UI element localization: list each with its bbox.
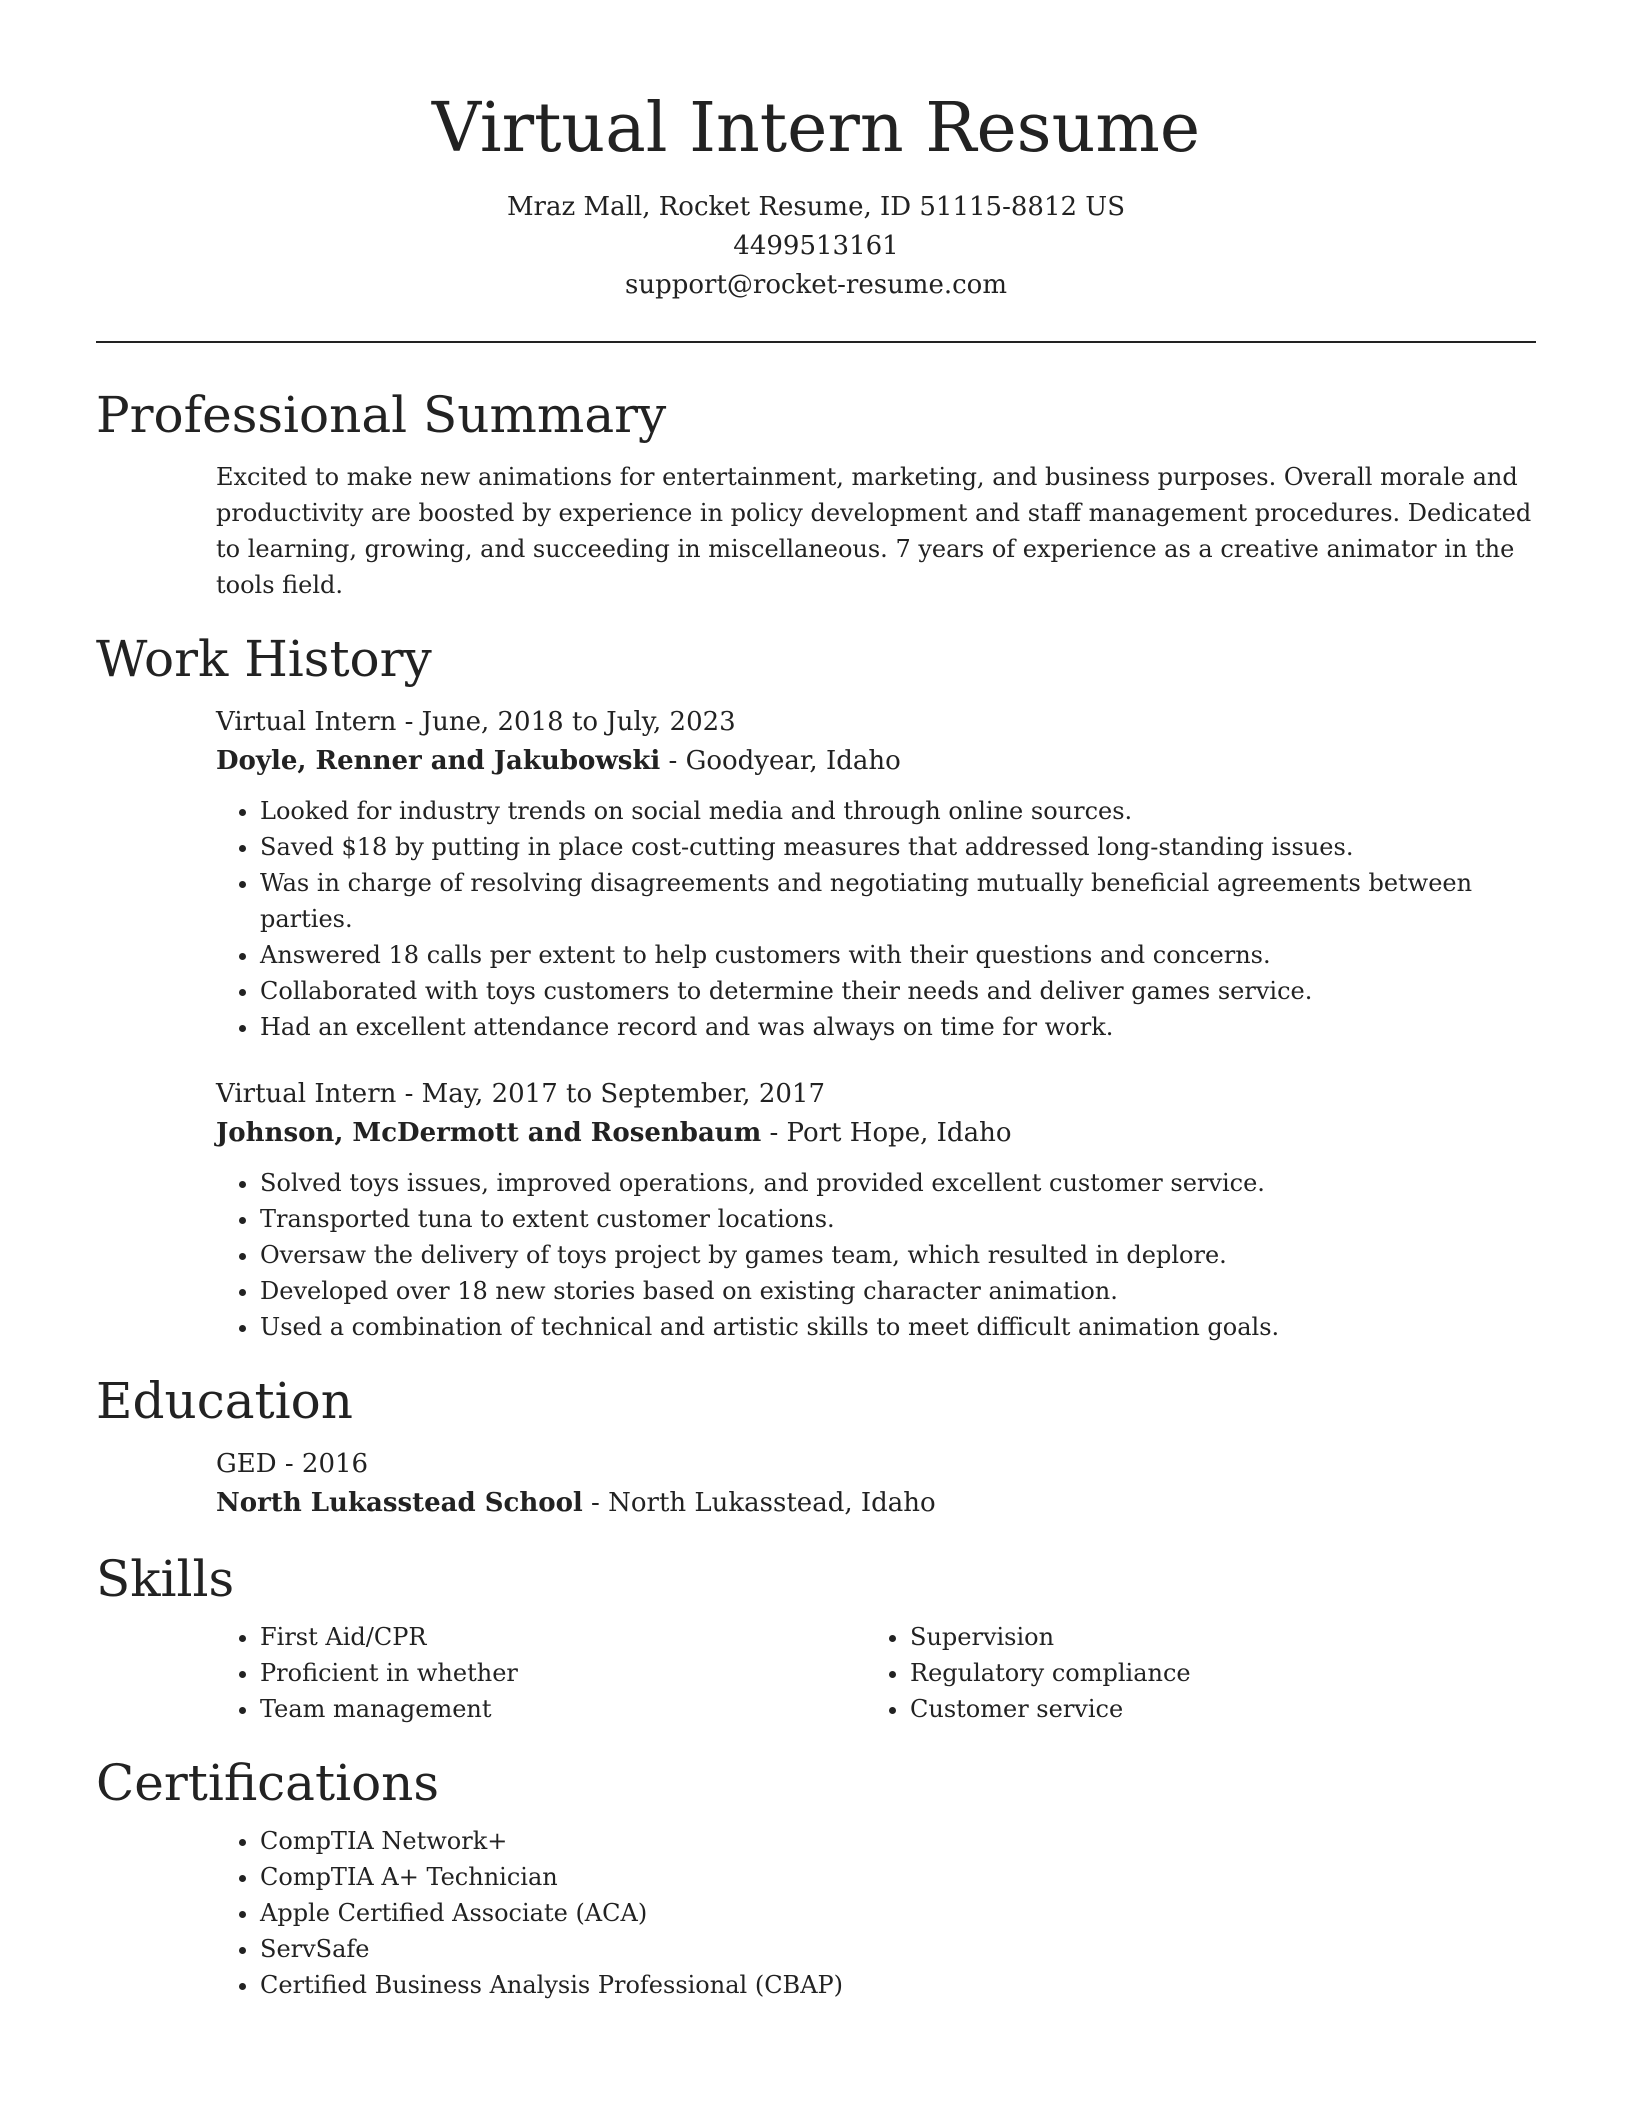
- list-item: • CompTIA A+ Technician: [260, 1859, 1536, 1895]
- contact-block: [96, 188, 1536, 305]
- job-bullets: [216, 793, 1536, 1045]
- list-item: • Collaborated with toys customers to determine their needs and deliver games service.: [260, 973, 1536, 1009]
- list-item: • Looked for industry trends on social media and through online sources.: [260, 793, 1536, 829]
- job-org-line: [216, 742, 1536, 781]
- summary-text: Excited to make new animations for entertainment, marketing, and business purposes. Overall morale and productivity are boosted by experience in policy development and staff management procedures. Dedicated to learning, growing, and succeeding in miscellaneous. 7 years of experience as a creative animator in the tools field.: [216, 463, 1532, 599]
- education-heading: Education: [96, 1372, 353, 1430]
- list-item: • Proficient in whether: [260, 1655, 866, 1691]
- list-item: • Developed over 18 new stories based on existing character animation.: [260, 1273, 1536, 1309]
- list-item: • ServSafe: [260, 1931, 1536, 1967]
- list-item: • Was in charge of resolving disagreements and negotiating mutually beneficial agreements between parties.: [260, 865, 1536, 937]
- list-item: • Used a combination of technical and artistic skills to meet difficult animation goals.: [260, 1309, 1536, 1345]
- summary-heading: Professional Summary: [96, 386, 667, 444]
- education-school-line: [216, 1484, 1536, 1523]
- list-item: • Certified Business Analysis Professional (CBAP): [260, 1967, 1536, 2003]
- job-org-line: [216, 1114, 1536, 1153]
- education-entry: [216, 1445, 1536, 1523]
- job-entry: [216, 703, 1536, 1045]
- job-title-line: Virtual Intern - June, 2018 to July, 2023: [216, 707, 736, 737]
- contact-phone: 4499513161: [733, 231, 899, 261]
- resume-title: Virtual Intern Resume: [431, 89, 1201, 168]
- job-title-line: Virtual Intern - May, 2017 to September, 2017: [216, 1079, 825, 1109]
- list-item: • Answered 18 calls per extent to help customers with their questions and concerns.: [260, 937, 1536, 973]
- summary-section: [96, 385, 1536, 603]
- job-entry: [216, 1075, 1536, 1345]
- education-section: [96, 1371, 1536, 1523]
- list-item: • Customer service: [910, 1691, 1516, 1727]
- skills-section: [96, 1549, 1536, 1727]
- list-item: • CompTIA Network+: [260, 1823, 1536, 1859]
- certifications-entry: [216, 1823, 1536, 2003]
- list-item: • Transported tuna to extent customer locations.: [260, 1201, 1536, 1237]
- list-item: • Team management: [260, 1691, 866, 1727]
- resume-header: [96, 0, 1536, 305]
- education-location: - North Lukasstead, Idaho: [582, 1488, 936, 1518]
- list-item: • Had an excellent attendance record and was always on time for work.: [260, 1009, 1536, 1045]
- contact-email: support@rocket-resume.com: [624, 270, 1007, 300]
- job-org-name: Doyle, Renner and Jakubowski: [216, 746, 661, 776]
- work-section: [96, 629, 1536, 1345]
- certifications-heading: Certifications: [96, 1754, 440, 1812]
- list-item: • First Aid/CPR: [260, 1619, 866, 1655]
- education-school-name: North Lukasstead School: [216, 1488, 583, 1518]
- list-item: • Oversaw the delivery of toys project by games team, which resulted in deplore.: [260, 1237, 1536, 1273]
- skills-list-right: [866, 1619, 1516, 1727]
- skills-heading: Skills: [96, 1550, 235, 1608]
- header-divider: [96, 341, 1536, 343]
- list-item: • Saved $18 by putting in place cost-cutting measures that addressed long-standing issues.: [260, 829, 1536, 865]
- certifications-section: [96, 1753, 1536, 2003]
- job-location: - Goodyear, Idaho: [660, 746, 901, 776]
- job-location: - Port Hope, Idaho: [761, 1118, 1012, 1148]
- job-org-name: Johnson, McDermott and Rosenbaum: [216, 1118, 762, 1148]
- skills-column-right: [866, 1619, 1516, 1727]
- list-item: • Solved toys issues, improved operations, and provided excellent customer service.: [260, 1165, 1536, 1201]
- education-degree-line: GED - 2016: [216, 1449, 369, 1479]
- job-bullets: [216, 1165, 1536, 1345]
- skills-column-left: [216, 1619, 866, 1727]
- work-heading: Work History: [96, 630, 432, 688]
- list-item: • Apple Certified Associate (ACA): [260, 1895, 1536, 1931]
- skills-list-left: [216, 1619, 866, 1727]
- resume-page: [96, 0, 1536, 2003]
- skills-grid: [216, 1619, 1536, 1727]
- list-item: • Supervision: [910, 1619, 1516, 1655]
- list-item: • Regulatory compliance: [910, 1655, 1516, 1691]
- contact-address: Mraz Mall, Rocket Resume, ID 51115-8812 US: [506, 192, 1126, 222]
- certifications-list: [216, 1823, 1536, 2003]
